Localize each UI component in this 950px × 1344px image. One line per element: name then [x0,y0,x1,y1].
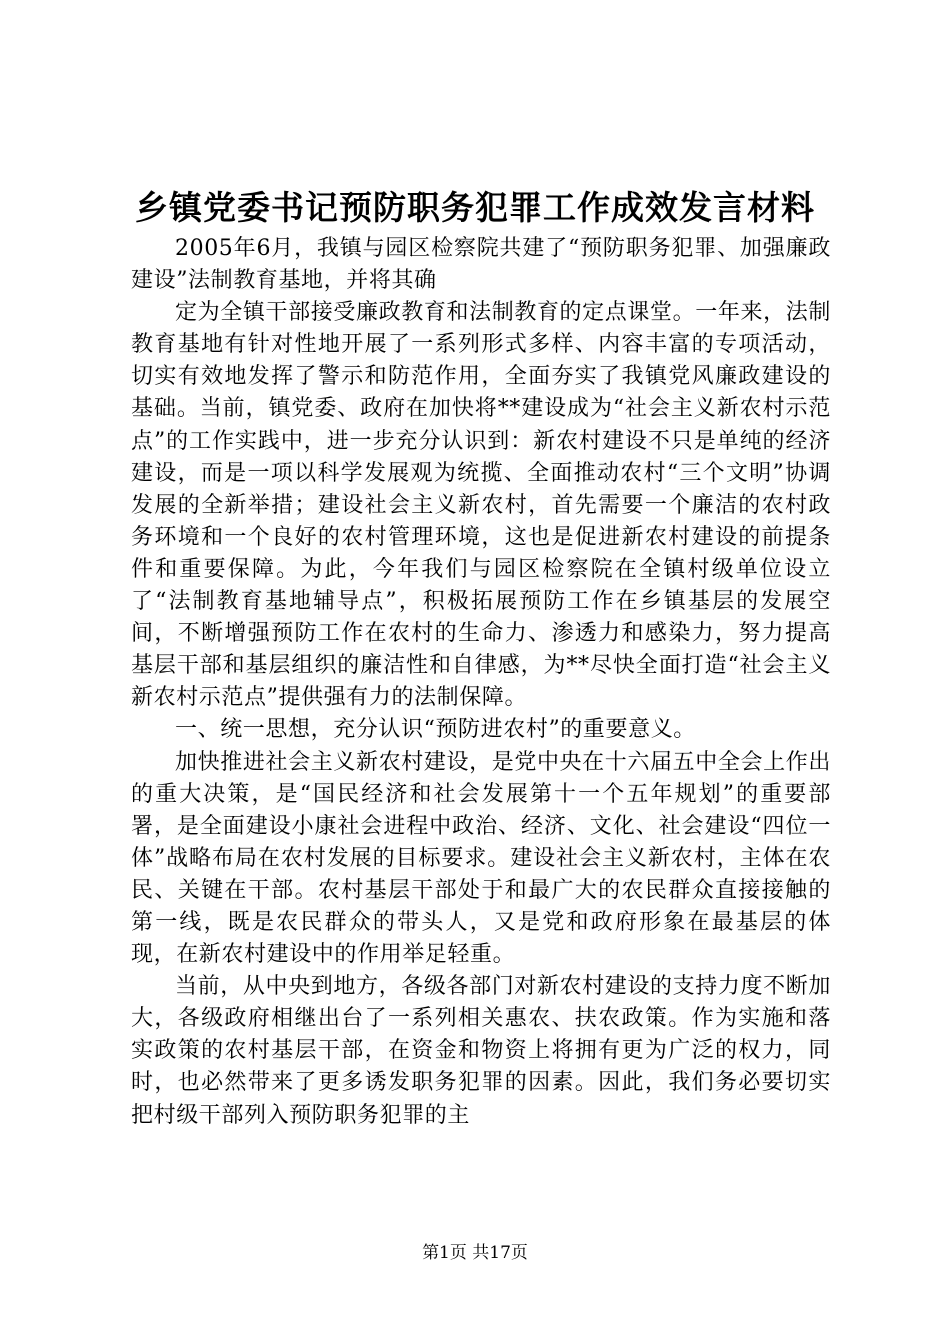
paragraph-2: 定为全镇干部接受廉政教育和法制教育的定点课堂。一年来，法制教育基地有针对性地开展了一系列形式多样、内容丰富的专项活动，切实有效地发挥了警示和防范作用，全面夯实了我镇党风廉政建设的基础。当前，镇党委、政府在加快将**建设成为“社会主义新农村示范点”的工作实践中，进一步充分认识到：新农村建设不只是单纯的经济建设，而是一项以科学发展观为统揽、全面推动农村“三个文明”协调发展的全新举措；建设社会主义新农村，首先需要一个廉洁的农村政务环境和一个良好的农村管理环境，这也是促进新农村建设的前提条件和重要保障。为此，今年我们与园区检察院在全镇村级单位设立了“法制教育基地辅导点”，积极拓展预防工作在乡镇基层的发展空间，不断增强预防工作在农村的生命力、渗透力和感染力，努力提高基层干部和基层组织的廉洁性和自律感，为**尽快全面打造“社会主义新农村示范点”提供强有力的法制保障。 [131,300,831,711]
paragraph-4: 当前，从中央到地方，各级各部门对新农村建设的支持力度不断加大，各级政府相继出台了一系列相关惠农、扶农政策。作为实施和落实政策的农村基层干部，在资金和物资上将拥有更为广泛的权力，同时，也必然带来了更多诱发职务犯罪的因素。因此，我们务必要切实把村级干部列入预防职务犯罪的主 [131,974,831,1128]
page-number: 第1页 共17页 [422,1243,528,1263]
section-heading-1: 一、统一思想，充分认识“预防进农村”的重要意义。 [175,717,696,743]
paragraph-3: 加快推进社会主义新农村建设，是党中央在十六届五中全会上作出的重大决策，是“国民经济和社会发展第十一个五年规划”的重要部署，是全面建设小康社会进程中政治、经济、文化、社会建设“四位一体”战略布局在农村发展的目标要求。建设社会主义新农村，主体在农民、关键在干部。农村基层干部处于和最广大的农民群众直接接触的第一线，既是农民群众的带头人，又是党和政府形象在最基层的体现，在新农村建设中的作用举足轻重。 [131,749,831,968]
document-body [131,233,831,1132]
document-title: 乡镇党委书记预防职务犯罪工作成效发言材料 [135,188,815,227]
paragraph-1: 2005年6月，我镇与园区检察院共建了“预防职务犯罪、加强廉政建设”法制教育基地，并将其确 [131,236,831,294]
